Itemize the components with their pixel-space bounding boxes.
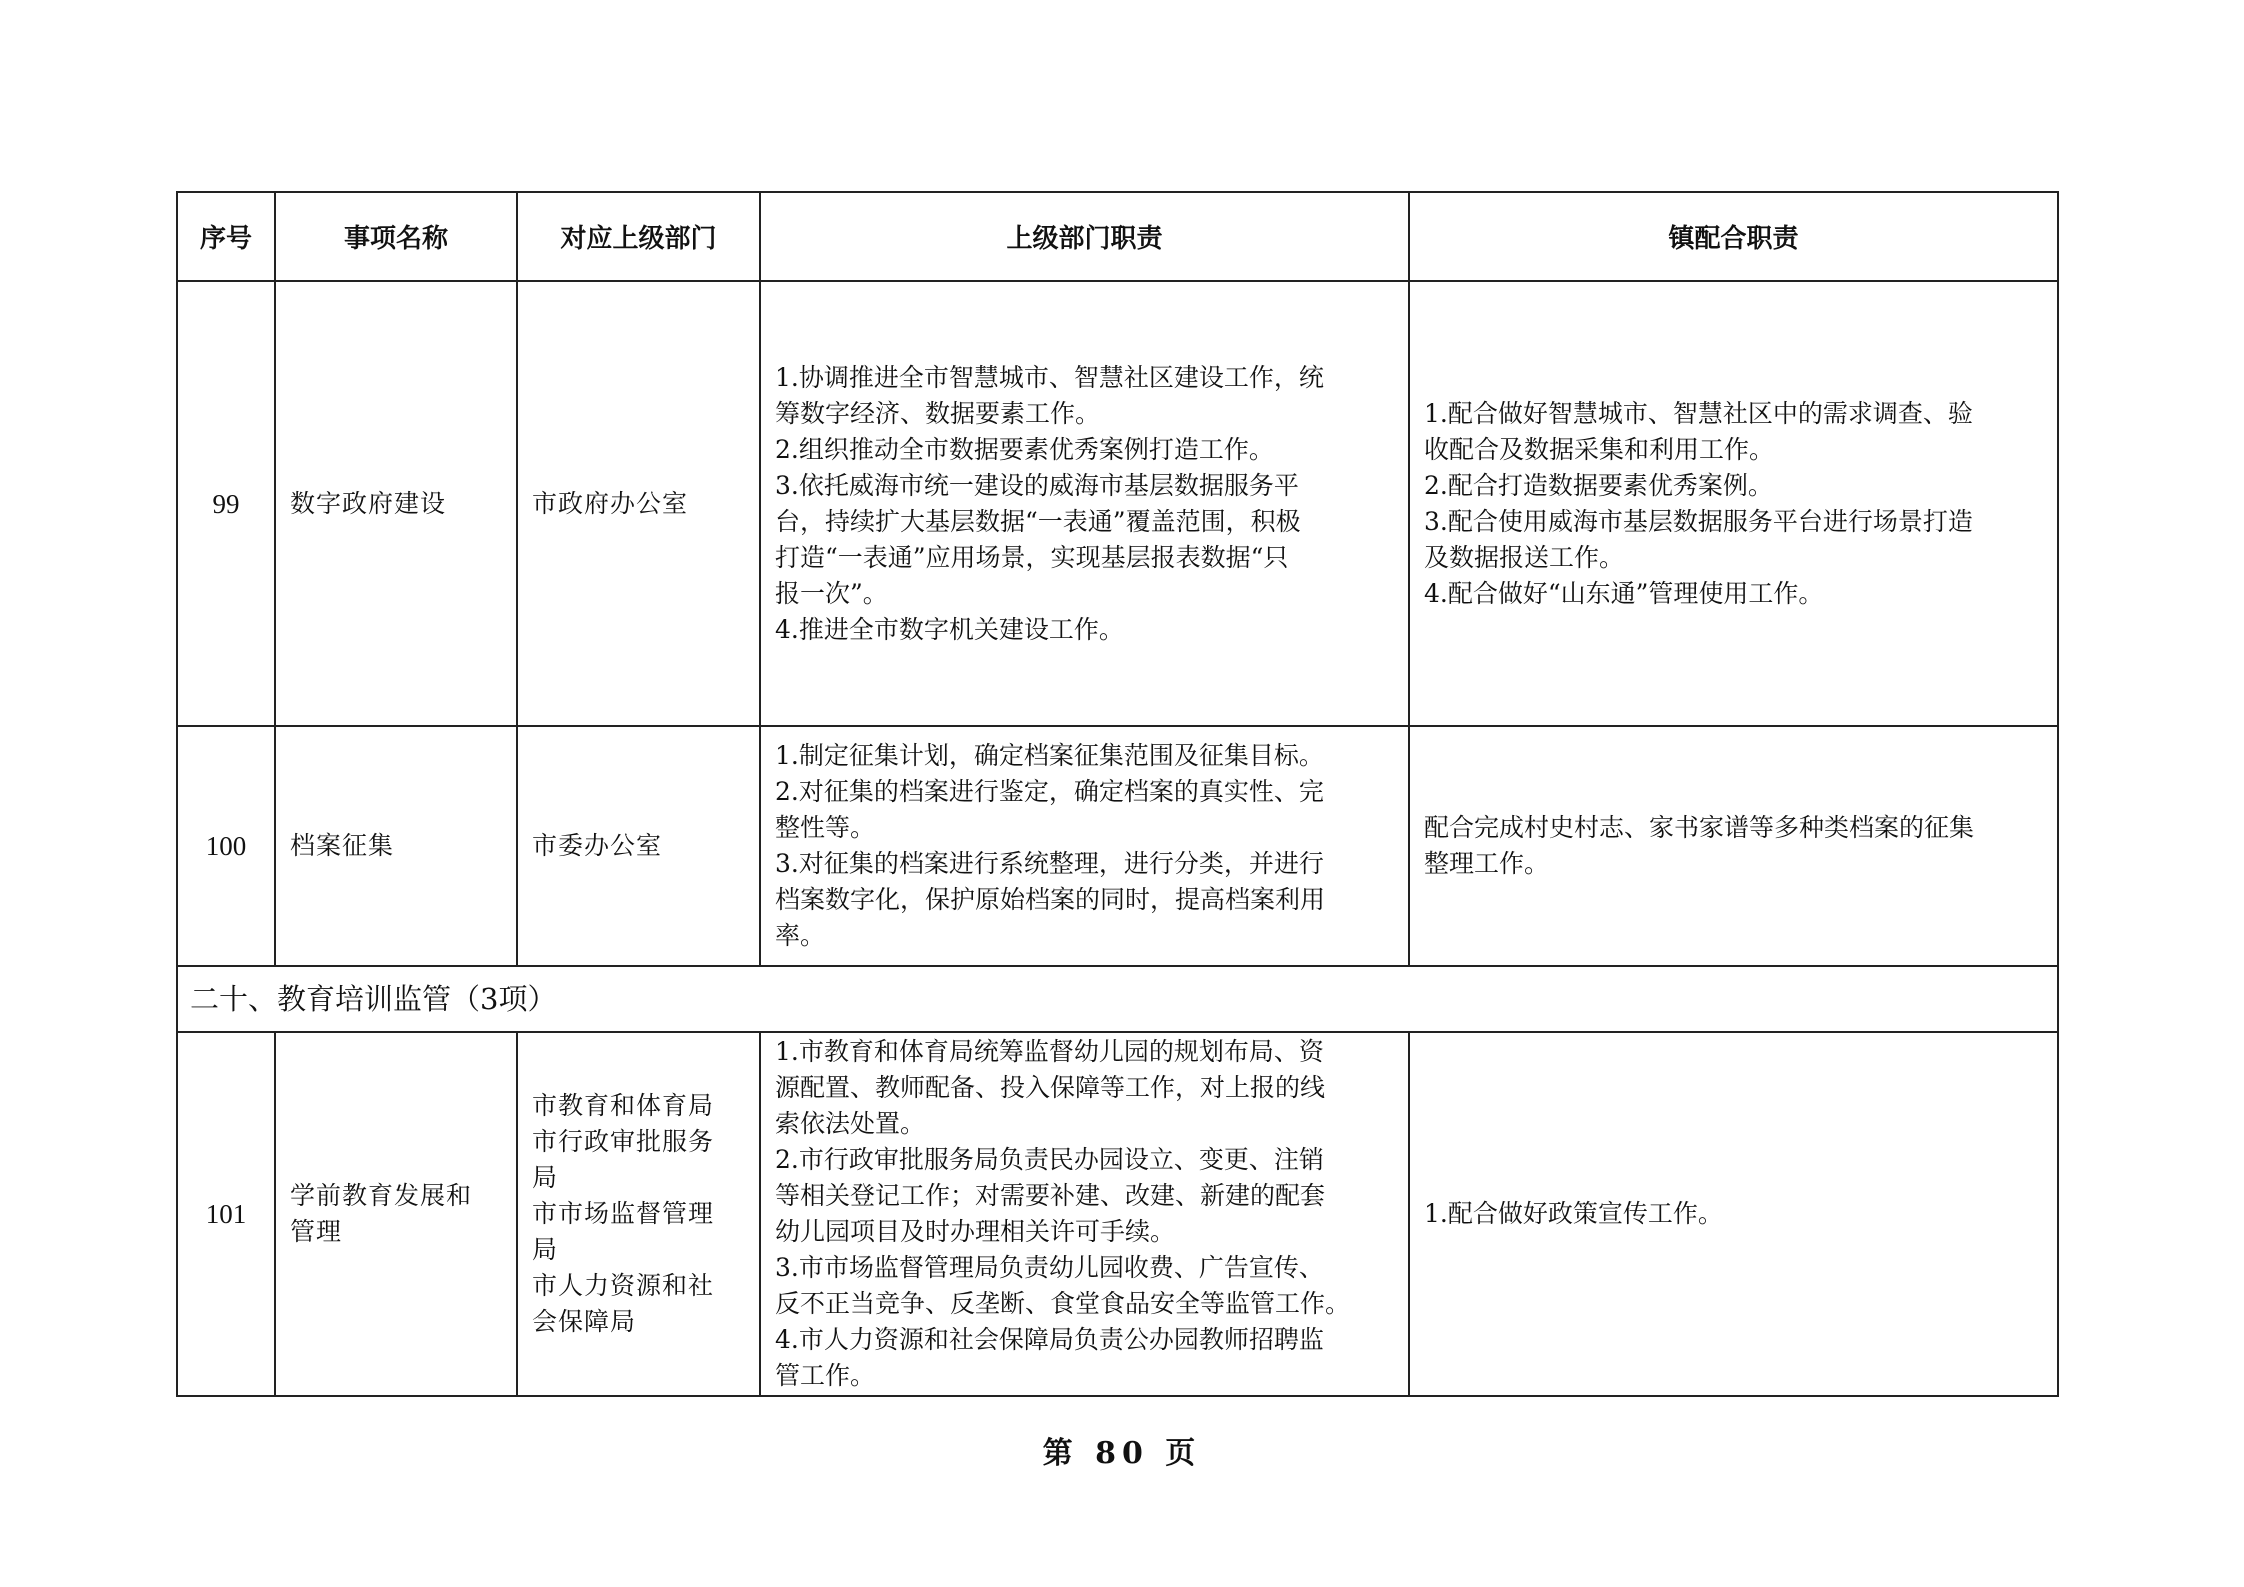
text-line: 局	[532, 1235, 559, 1264]
row-index: 101	[177, 1032, 275, 1396]
table-header-row	[177, 192, 2058, 281]
text-line: 管工作。	[775, 1361, 876, 1390]
text-line: 反不正当竞争、反垄断、食堂食品安全等监管工作。	[775, 1289, 1351, 1318]
text-line: 1.协调推进全市智慧城市、智慧社区建设工作，统	[775, 362, 1324, 392]
text-line: 市人力资源和社	[532, 1271, 715, 1300]
header-superior-duty: 上级部门职责	[760, 192, 1409, 281]
duty-table	[176, 191, 2059, 1397]
text-line: 配合完成村史村志、家书家谱等多种类档案的征集	[1424, 813, 1975, 842]
text-line: 幼儿园项目及时办理相关许可手续。	[775, 1217, 1176, 1246]
text-line: 源配置、教师配备、投入保障等工作，对上报的线	[775, 1073, 1326, 1102]
row-item-name	[275, 281, 517, 726]
text-line: 打造“一表通”应用场景，实现基层报表数据“只	[775, 542, 1289, 572]
text-line: 收配合及数据采集和利用工作。	[1424, 434, 1775, 464]
header-superior-dept: 对应上级部门	[517, 192, 760, 281]
text-line: 局	[532, 1163, 559, 1192]
text-line: 2.对征集的档案进行鉴定，确定档案的真实性、完	[775, 777, 1324, 806]
text-line: 及数据报送工作。	[1424, 542, 1625, 572]
text-line: 管理	[290, 1217, 343, 1246]
text-line: 市市场监督管理	[532, 1199, 715, 1228]
text-line: 市行政审批服务	[532, 1127, 715, 1156]
header-index: 序号	[177, 192, 275, 281]
text-line: 整理工作。	[1424, 849, 1550, 878]
row-item-name	[275, 1032, 517, 1396]
row-town-coop-duty	[1409, 726, 2058, 966]
text-line: 3.市市场监督管理局负责幼儿园收费、广告宣传、	[775, 1253, 1324, 1282]
text-line: 2.市行政审批服务局负责民办园设立、变更、注销	[775, 1145, 1324, 1174]
text-line: 3.配合使用威海市基层数据服务平台进行场景打造	[1424, 506, 1973, 536]
text-line: 4.市人力资源和社会保障局负责公办园教师招聘监	[775, 1325, 1324, 1354]
row-superior-duty	[760, 281, 1409, 726]
text-line: 会保障局	[532, 1307, 637, 1336]
header-item-name: 事项名称	[275, 192, 517, 281]
row-index: 100	[177, 726, 275, 966]
row-superior-dept	[517, 726, 760, 966]
text-line: 报一次”。	[775, 578, 888, 608]
text-line: 1.市教育和体育局统筹监督幼儿园的规划布局、资	[775, 1037, 1324, 1066]
text-line: 档案数字化，保护原始档案的同时，提高档案利用	[775, 885, 1326, 914]
row-superior-dept	[517, 281, 760, 726]
section-title: 二十、教育培训监管（3项）	[177, 966, 2058, 1032]
row-item-name	[275, 726, 517, 966]
text-line: 索依法处置。	[775, 1109, 926, 1138]
text-line: 数字政府建设	[290, 488, 447, 518]
row-index: 99	[177, 281, 275, 726]
text-line: 学前教育发展和	[290, 1181, 473, 1210]
text-line: 档案征集	[290, 831, 395, 860]
row-superior-duty	[760, 1032, 1409, 1396]
page-number: 第 80 页	[1042, 1436, 1202, 1471]
text-line: 3.对征集的档案进行系统整理，进行分类，并进行	[775, 849, 1324, 878]
text-line: 3.依托威海市统一建设的威海市基层数据服务平	[775, 470, 1299, 500]
text-line: 4.配合做好“山东通”管理使用工作。	[1424, 578, 1824, 608]
section-header-row	[177, 966, 2058, 1032]
header-town-coop-duty: 镇配合职责	[1409, 192, 2058, 281]
row-town-coop-duty	[1409, 281, 2058, 726]
table-row	[177, 726, 2058, 966]
text-line: 市政府办公室	[532, 488, 689, 518]
text-line: 1.配合做好智慧城市、智慧社区中的需求调查、验	[1424, 398, 1973, 428]
text-line: 1.制定征集计划，确定档案征集范围及征集目标。	[775, 741, 1324, 770]
text-line: 市委办公室	[532, 831, 663, 860]
row-town-coop-duty	[1409, 1032, 2058, 1396]
text-line: 4.推进全市数字机关建设工作。	[775, 614, 1124, 644]
text-line: 1.配合做好政策宣传工作。	[1424, 1199, 1723, 1228]
text-line: 市教育和体育局	[532, 1091, 715, 1120]
duty-table-container	[176, 191, 2057, 1397]
text-line: 率。	[775, 921, 826, 950]
row-superior-dept	[517, 1032, 760, 1396]
table-row	[177, 281, 2058, 726]
text-line: 整性等。	[775, 813, 876, 842]
text-line: 台，持续扩大基层数据“一表通”覆盖范围，积极	[775, 506, 1301, 536]
text-line: 筹数字经济、数据要素工作。	[775, 398, 1101, 428]
text-line: 2.配合打造数据要素优秀案例。	[1424, 470, 1773, 500]
table-row	[177, 1032, 2058, 1396]
row-superior-duty	[760, 726, 1409, 966]
text-line: 等相关登记工作；对需要补建、改建、新建的配套	[775, 1181, 1326, 1210]
text-line: 2.组织推动全市数据要素优秀案例打造工作。	[775, 434, 1274, 464]
